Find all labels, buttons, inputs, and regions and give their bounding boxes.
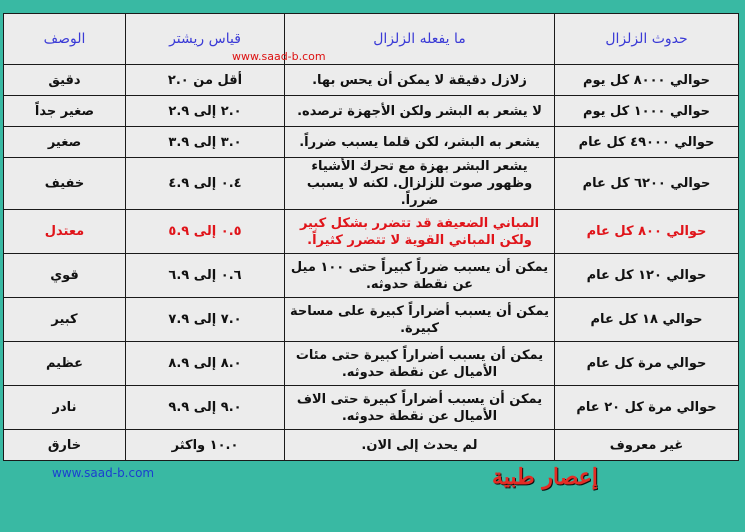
table-row <box>4 158 739 210</box>
table-row <box>4 298 739 342</box>
cell-richter: أقل من ۲.۰ <box>126 65 285 96</box>
cell-description: صغير <box>4 127 126 158</box>
cell-occurrence: حوالي ٦۲۰۰ كل عام <box>555 158 739 210</box>
table-row <box>4 65 739 96</box>
cell-effect: يمكن أن يسبب أضراراً كبيرة على مساحة كبيرة. <box>285 298 555 342</box>
cell-richter: ٥.۰ إلى ٥.۹ <box>126 210 285 254</box>
cell-richter: ۷.۰ إلى ۷.۹ <box>126 298 285 342</box>
watermark-url-bottom: www.saad-b.com <box>52 466 155 480</box>
table-header-row <box>4 14 739 65</box>
header-richter: قياس ريشتر <box>126 14 285 65</box>
cell-occurrence: حوالي مرة كل عام <box>555 342 739 386</box>
cell-occurrence: حوالي ۸۰۰۰ كل يوم <box>555 65 739 96</box>
header-description: الوصف <box>4 14 126 65</box>
cell-description: خارق <box>4 430 126 461</box>
cell-effect: المباني الضعيفة قد تتضرر بشكل كبير ولكن المباني القوية لا تتضرر كثيراً. <box>285 210 555 254</box>
table-row <box>4 127 739 158</box>
cell-description: خفيف <box>4 158 126 210</box>
cell-richter: ٦.۰ إلى ٦.۹ <box>126 254 285 298</box>
cell-effect: لا يشعر به البشر ولكن الأجهزة ترصده. <box>285 96 555 127</box>
cell-occurrence: حوالي ٤٩۰۰۰ كل عام <box>555 127 739 158</box>
earthquake-table <box>3 13 739 461</box>
cell-occurrence: حوالي ۱۸ كل عام <box>555 298 739 342</box>
cell-description: معتدل <box>4 210 126 254</box>
cell-richter: ۹.۰ إلى ۹.۹ <box>126 386 285 430</box>
cell-effect: يمكن أن يسبب أضراراً كبيرة حتى مئات الأميال عن نقطة حدوثه. <box>285 342 555 386</box>
cell-occurrence: حوالي مرة كل ۲۰ عام <box>555 386 739 430</box>
cell-description: قوي <box>4 254 126 298</box>
cell-effect: لم يحدث إلى الان. <box>285 430 555 461</box>
cell-effect: يشعر البشر بهزة مع تحرك الأشياء وظهور صوت للزلزال. لكنه لا يسبب ضرراً. <box>285 158 555 210</box>
cell-richter: ۸.۰ إلى ۸.۹ <box>126 342 285 386</box>
cell-description: كبير <box>4 298 126 342</box>
cell-description: صغير جداً <box>4 96 126 127</box>
table-row <box>4 254 739 298</box>
table-row <box>4 386 739 430</box>
cell-effect: يمكن أن يسبب أضراراً كبيرة حتى الاف الأميال عن نقطة حدوثه. <box>285 386 555 430</box>
cell-description: نادر <box>4 386 126 430</box>
cell-richter: ۳.۰ إلى ۳.۹ <box>126 127 285 158</box>
cell-richter: ٤.۰ إلى ٤.۹ <box>126 158 285 210</box>
watermark-url-top: www.saad-b.com <box>232 50 326 63</box>
table-row-highlighted <box>4 210 739 254</box>
cell-occurrence: غير معروف <box>555 430 739 461</box>
table-row <box>4 342 739 386</box>
cell-occurrence: حوالي ۱۲۰ كل عام <box>555 254 739 298</box>
cell-description: عظيم <box>4 342 126 386</box>
cell-occurrence: حوالي ۸۰۰ كل عام <box>555 210 739 254</box>
cell-effect: يمكن أن يسبب ضرراً كبيراً حتى ۱۰۰ ميل عن نقطة حدوثه. <box>285 254 555 298</box>
header-occurrence: حدوث الزلزال <box>555 14 739 65</box>
header-effect: ما يفعله الزلزال <box>285 14 555 65</box>
cell-richter: ۱۰.۰ واكثر <box>126 430 285 461</box>
cell-effect: يشعر به البشر، لكن قلما يسبب ضرراً. <box>285 127 555 158</box>
logo-stamp: إعصار طبية <box>492 464 598 490</box>
cell-description: دقيق <box>4 65 126 96</box>
table-row <box>4 96 739 127</box>
cell-richter: ۲.۰ إلى ۲.۹ <box>126 96 285 127</box>
table-row <box>4 430 739 461</box>
cell-occurrence: حوالي ۱۰۰۰ كل يوم <box>555 96 739 127</box>
cell-effect: زلازل دقيقة لا يمكن أن يحس بها. <box>285 65 555 96</box>
